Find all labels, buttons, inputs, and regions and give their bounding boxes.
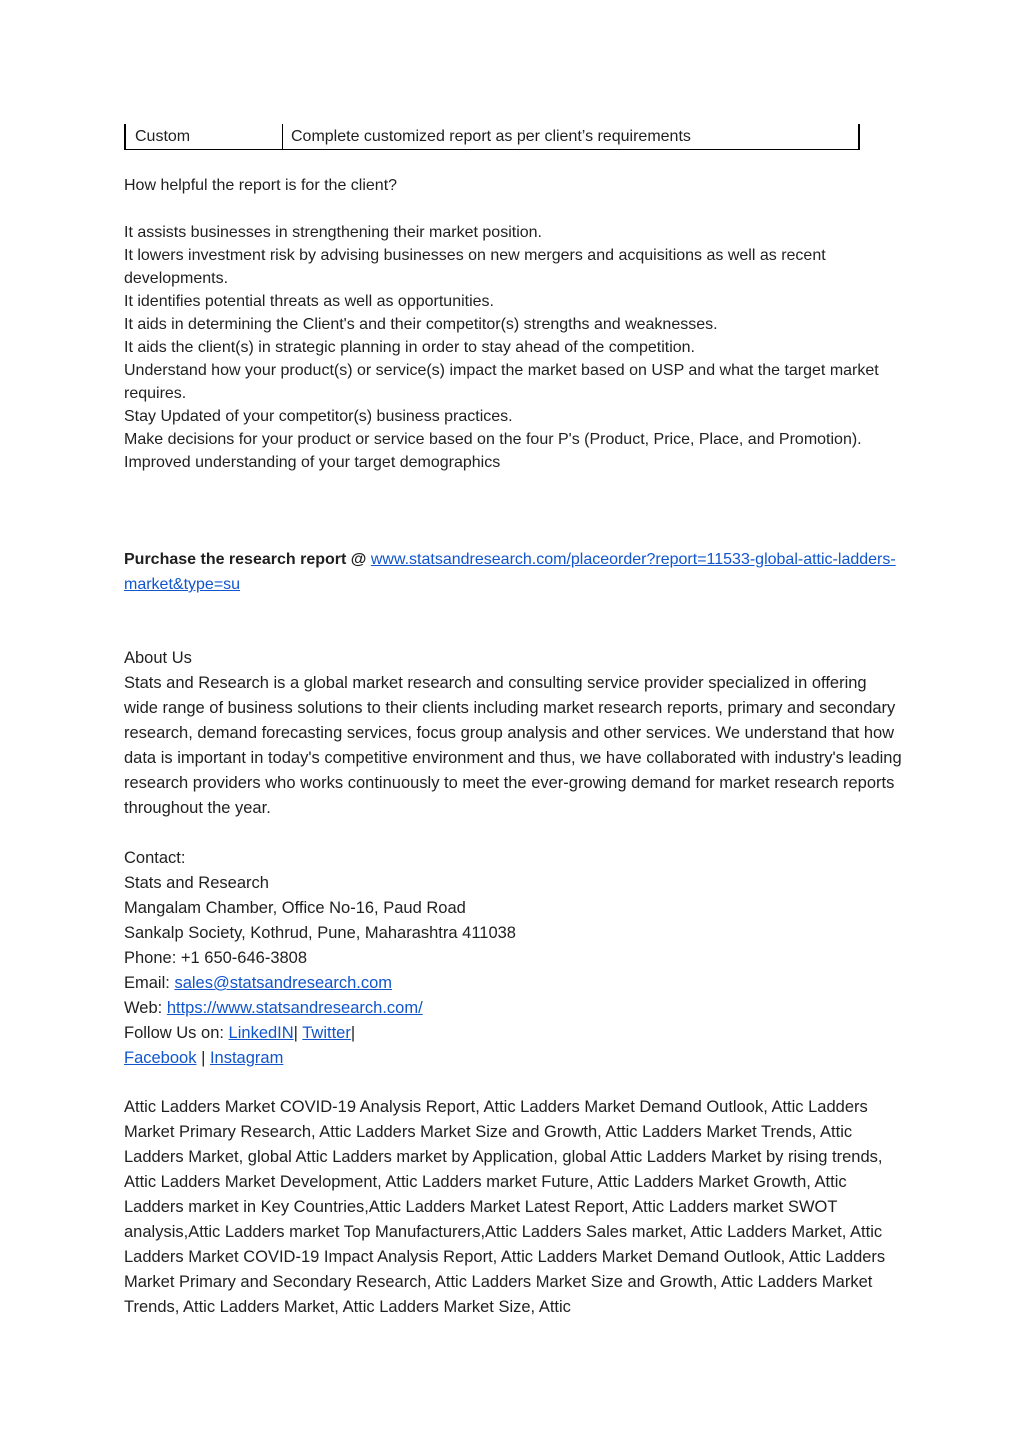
contact-email-line <box>124 971 904 996</box>
table-cell-description: Complete customized report as per client’s requirements <box>291 128 691 145</box>
contact-web-line <box>124 996 904 1021</box>
twitter-link[interactable]: Twitter <box>302 1024 351 1042</box>
benefit-item: It lowers investment risk by advising businesses on new mergers and acquisitions as well as recent developments. <box>124 247 826 287</box>
contact-heading: Contact: <box>124 849 186 867</box>
facebook-link[interactable]: Facebook <box>124 1049 197 1067</box>
keywords-paragraph: Attic Ladders Market COVID-19 Analysis Report, Attic Ladders Market Demand Outlook, Attic Ladders Market Primary Research, Attic Ladders Market Size and Growth, Attic Ladders Market Trends, Attic Ladders Market, global Attic Ladders market by Application, global Attic Ladders Market by rising trends, Attic Ladders Market Development, Attic Ladders market Future, Attic Ladders Market Growth, Attic Ladders market in Key Countries,Attic Ladders Market Latest Report, Attic Ladders market SWOT analysis,Attic Ladders market Top Manufacturers,Attic Ladders Sales market, Attic Ladders Market, Attic Ladders Market COVID-19 Impact Analysis Report, Attic Ladders Market Demand Outlook, Attic Ladders Market Primary and Secondary Research, Attic Ladders Market Size and Growth, Attic Ladders Market Trends, Attic Ladders Market, Attic Ladders Market Size, Attic <box>124 1098 886 1316</box>
benefit-item: It identifies potential threats as well as opportunities. <box>124 293 494 310</box>
web-label: Web: <box>124 999 163 1017</box>
purchase-link[interactable]: www.statsandresearch.com/placeorder?report=11533-global-attic-ladders-market&type=su <box>124 551 896 593</box>
follow-label: Follow Us on: <box>124 1024 224 1042</box>
benefits-list <box>124 221 899 474</box>
social-line <box>124 1046 904 1071</box>
purchase-paragraph <box>124 547 904 597</box>
benefit-item: Make decisions for your product or service based on the four P's (Product, Price, Place, and Promotion). <box>124 431 862 448</box>
about-body: Stats and Research is a global market research and consulting service provider specialized in offering wide range of business solutions to their clients including market research reports, primary and secondary research, demand forecasting services, focus group analysis and other services. We understand that how data is important in today's competitive environment and thus, we have collaborated with industry's leading research providers who works continuously to meet the ever-growing demand for market research reports throughout the year. <box>124 674 902 817</box>
purchase-label: Purchase the research report @ <box>124 551 367 568</box>
contact-section <box>124 846 904 1071</box>
benefit-item: Understand how your product(s) or service(s) impact the market based on USP and what the target market requires. <box>124 362 879 402</box>
benefit-item: Improved understanding of your target demographics <box>124 454 501 471</box>
table-cell-type: Custom <box>126 124 283 149</box>
benefit-item: It aids in determining the Client's and their competitor(s) strengths and weaknesses. <box>124 316 718 333</box>
benefit-item: It assists businesses in strengthening their market position. <box>124 224 542 241</box>
separator: | <box>350 1024 356 1042</box>
contact-phone: Phone: +1 650-646-3808 <box>124 949 308 967</box>
benefit-item: Stay Updated of your competitor(s) business practices. <box>124 408 513 425</box>
linkedin-link[interactable]: LinkedIN <box>228 1024 294 1042</box>
email-label: Email: <box>124 974 170 992</box>
benefit-item: It aids the client(s) in strategic planning in order to stay ahead of the competition. <box>124 339 695 356</box>
helpful-question: How helpful the report is for the client? <box>124 177 398 194</box>
about-heading: About Us <box>124 649 192 667</box>
separator: | <box>293 1024 298 1042</box>
follow-line <box>124 1021 904 1046</box>
options-table-row <box>124 124 860 150</box>
web-link[interactable]: https://www.statsandresearch.com/ <box>166 999 423 1017</box>
separator: | <box>201 1049 206 1067</box>
contact-company: Stats and Research <box>124 874 269 892</box>
contact-address-line1: Mangalam Chamber, Office No-16, Paud Road <box>124 899 466 917</box>
contact-address-line2: Sankalp Society, Kothrud, Pune, Maharashtra 411038 <box>124 924 516 942</box>
about-section <box>124 646 904 821</box>
email-link[interactable]: sales@statsandresearch.com <box>174 974 393 992</box>
instagram-link[interactable]: Instagram <box>209 1049 284 1067</box>
